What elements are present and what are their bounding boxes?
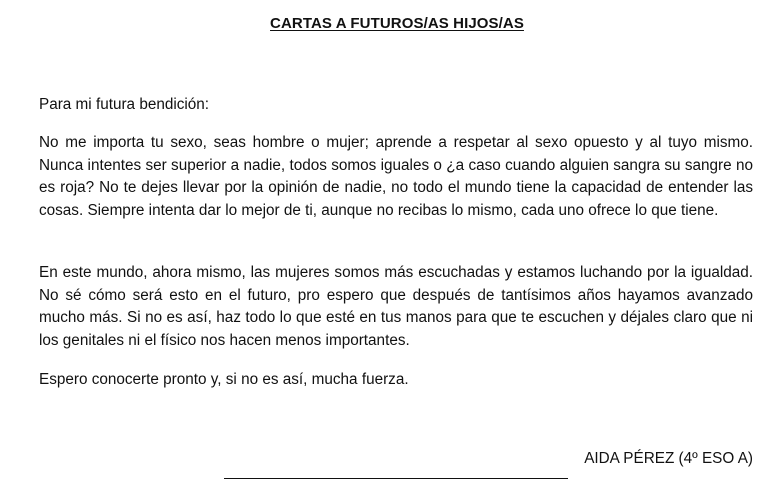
- author-signature: AIDA PÉREZ (4º ESO A): [584, 450, 753, 467]
- letter-paragraph-2: En este mundo, ahora mismo, las mujeres somos más escuchadas y estamos luchando por la igualdad. No sé cómo será esto en el futuro, pro espero que después de tantísimos años hayamos avanzado mucho más. Si no es así, haz todo lo que esté en tus manos para que te escuchen y déjales claro que ni los genitales ni el físico nos hacen menos importantes.: [39, 264, 753, 350]
- letter-paragraph-1: No me importa tu sexo, seas hombre o mujer; aprende a respetar al sexo opuesto y al tuyo mismo. Nunca intentes ser superior a nadie, todos somos iguales o ¿a caso cuando alguien sangra su sangre no es roja? No te dejes llevar por la opinión de nadie, no todo el mundo tiene la capacidad de entender las cosas. Siempre intenta dar lo mejor de ti, aunque no recibas lo mismo, cada uno ofrece lo que tiene.: [39, 134, 753, 220]
- bottom-rule-divider: [224, 478, 568, 479]
- letter-closing: Espero conocerte pronto y, si no es así, mucha fuerza.: [39, 371, 409, 388]
- document-title: CARTAS A FUTUROS/AS HIJOS/AS: [270, 15, 524, 32]
- letter-greeting: Para mi futura bendición:: [39, 96, 210, 113]
